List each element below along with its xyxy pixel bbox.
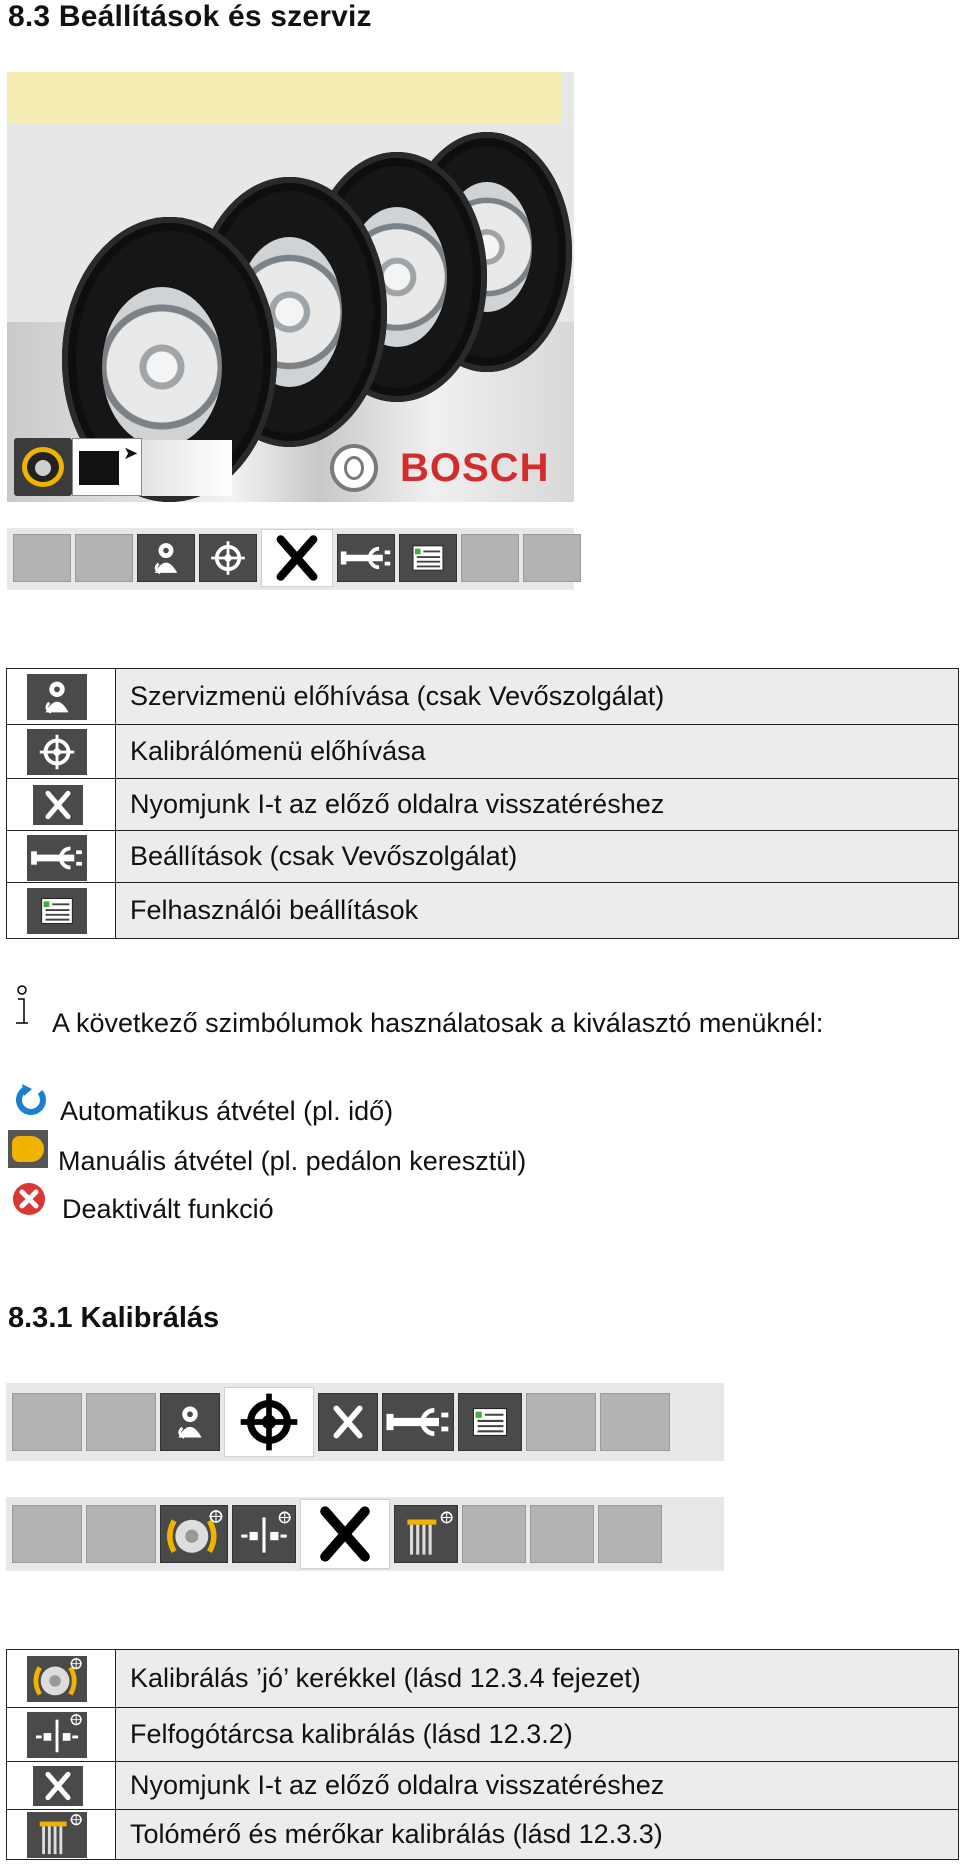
clamp-disc-icon [27,1712,87,1758]
status-fade [142,440,232,496]
table-row [7,779,959,831]
service-menu-button[interactable] [160,1393,220,1451]
symbol-label: Manuális átvétel (pl. pedálon keresztül) [58,1146,527,1176]
table-row [7,1762,959,1810]
list-settings-icon [27,888,87,934]
legend-text: Felfogótárcsa kalibrálás (lásd 12.3.2) [116,1708,959,1762]
legend-text: Nyomjunk I-t az előző oldalra visszatéréshez [116,1762,959,1810]
calibration-menu-button[interactable] [199,534,257,582]
legend-text: Tolómérő és mérőkar kalibrálás (lásd 12.3.3) [116,1810,959,1860]
wrench-icon [383,1394,453,1450]
toolbar-slot-empty [461,534,519,582]
service-menu-icon [161,1394,219,1450]
crosshair-icon [225,1388,313,1456]
tool-button[interactable] [72,438,142,496]
gauge-arm-icon [395,1506,457,1562]
toolbar-slot-empty [86,1505,156,1563]
hand-icon [8,1130,48,1168]
device-icon [79,451,119,485]
wrench-icon [27,835,87,881]
back-button[interactable] [261,529,333,587]
deactivated-icon [10,1180,48,1218]
wheel-calibration-icon [27,1656,87,1702]
service-menu-icon [138,535,194,581]
toolbar-slot-empty [598,1505,662,1563]
wheel-calibration-button[interactable] [160,1505,228,1563]
status-bar [7,72,562,124]
settings-button[interactable] [382,1393,454,1451]
close-x-icon [262,530,332,586]
table-row [7,883,959,939]
toolbar-slot-empty [12,1505,82,1563]
wheel-calibration-icon [161,1506,227,1562]
close-x-icon [301,1500,389,1568]
table-row [7,1708,959,1762]
table-row [7,669,959,725]
crosshair-icon [200,535,256,581]
table-row [7,1810,959,1860]
bosch-logo-icon [330,444,378,492]
back-button[interactable] [300,1499,390,1569]
close-x-icon [319,1394,377,1450]
toolbar-slot-empty [523,534,581,582]
service-menu-icon [27,674,87,720]
legend-text: Szervizmenü előhívása (csak Vevőszolgálat) [116,669,959,725]
legend-text: Nyomjunk I-t az előző oldalra visszatéréshez [116,779,959,831]
wheel-balance-button[interactable] [14,438,72,496]
cursor-icon: ➤ [123,443,139,463]
user-settings-button[interactable] [399,534,457,582]
calibration-menu-button[interactable] [224,1387,314,1457]
gauge-calibration-button[interactable] [394,1505,458,1563]
legend-table-calibration [6,1649,959,1860]
legend-text: Kalibrálómenü előhívása [116,725,959,779]
table-row [7,725,959,779]
toolbar-slot-empty [526,1393,596,1451]
service-menu-button[interactable] [137,534,195,582]
legend-text: Felhasználói beállítások [116,883,959,939]
toolbar-slot-empty [530,1505,594,1563]
info-note: A következő szimbólumok használatosak a kiválasztó menüknél: [52,1008,824,1038]
wrench-icon [338,535,394,581]
calibration-submenu-toolbar [6,1497,724,1571]
crosshair-icon [27,729,87,775]
subsection-title: 8.3.1 Kalibrálás [8,1302,220,1334]
brand-logo: BOSCH [400,446,550,490]
info-icon [10,985,34,1029]
wheel-icon [22,447,64,487]
calibration-toolbar [6,1383,724,1461]
toolbar-slot-empty [462,1505,526,1563]
section-title: 8.3 Beállítások és szerviz [8,0,372,33]
toolbar-slot-empty [75,534,133,582]
close-x-icon [33,1766,83,1806]
user-settings-button[interactable] [458,1393,522,1451]
toolbar-slot-empty [13,534,71,582]
table-row [7,831,959,883]
symbol-label: Automatikus átvétel (pl. idő) [60,1096,394,1126]
close-x-icon [33,785,83,825]
legend-table-menu [6,668,959,939]
toolbar-slot-empty [12,1393,82,1451]
settings-button[interactable] [337,534,395,582]
list-settings-icon [459,1394,521,1450]
table-row [7,1650,959,1708]
toolbar-slot-empty [86,1393,156,1451]
gauge-arm-icon [27,1812,87,1858]
auto-refresh-icon [12,1082,48,1118]
legend-text: Kalibrálás ’jó’ kerékkel (lásd 12.3.4 fejezet) [116,1650,959,1708]
back-button[interactable] [318,1393,378,1451]
menu-toolbar [7,528,574,590]
clamp-disc-icon [233,1506,295,1562]
list-settings-icon [400,535,456,581]
legend-text: Beállítások (csak Vevőszolgálat) [116,831,959,883]
clamp-calibration-button[interactable] [232,1505,296,1563]
toolbar-slot-empty [600,1393,670,1451]
symbol-label: Deaktivált funkció [62,1194,274,1224]
